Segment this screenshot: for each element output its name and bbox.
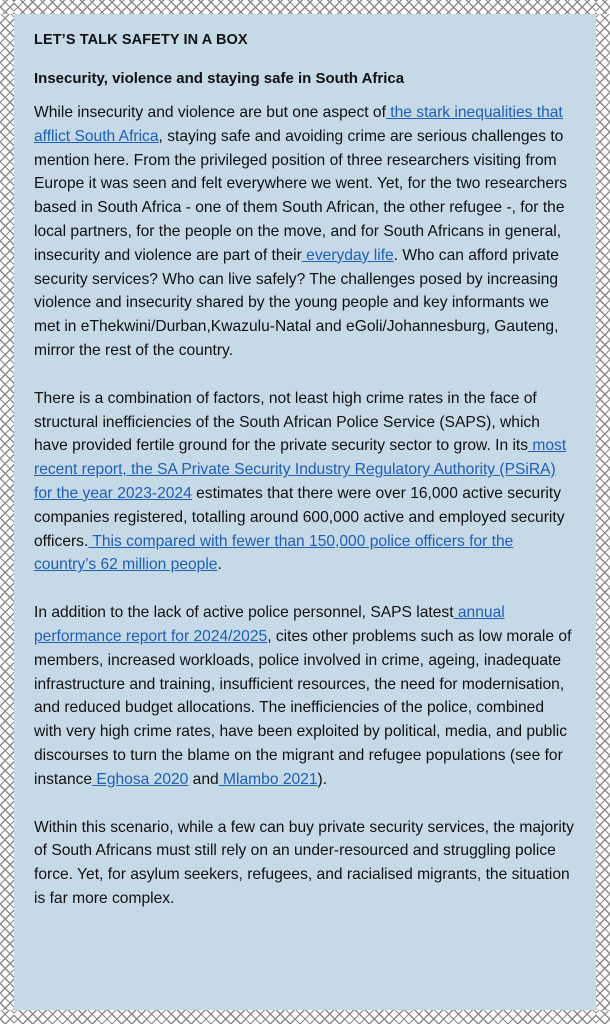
inline-link[interactable]: Mlambo 2021 [218, 770, 318, 788]
text-run: In addition to the lack of active police personnel, SAPS latest [34, 604, 454, 622]
text-run: , cites other problems such as low morale of members, increased workloads, police involved in crime, ageing, inadequate infrastructure and training, insufficient resources, the need for modernisation, and reduced budget allocations. The inefficiencies of the police, combined with very high crime rates, have been exploited by political, media, and public discourses to turn the blame on the migrant and refugee populations (see for instance [34, 627, 572, 788]
text-run: Within this scenario, while a few can buy private security services, the majority of South Africans must still rely on an under-resourced and struggling police force. Yet, for asylum seekers, refugees, and racialised migrants, the situation is far more complex. [34, 818, 574, 907]
text-run: , staying safe and avoiding crime are serious challenges to mention here. From the privileged position of three researchers visiting from Europe it was seen and felt everywhere we went. Yet, for the two researchers based in South Africa - one of them South African, the other refugee -, for the local partners, for the people on the move, and for South Africans in general, insecurity and violence are part of their [34, 127, 568, 264]
box-title: LET’S TALK SAFETY IN A BOX [34, 32, 248, 48]
inline-link[interactable]: This compared with fewer than 150,000 police officers for the country’s 62 million people [34, 532, 514, 574]
inline-link[interactable]: most recent report, the SA Private Security Industry Regulatory Authority (PSiRA) for the year 2023-2024 [34, 437, 567, 502]
text-run: While insecurity and violence are but one aspect of [34, 104, 386, 121]
text-run: and [188, 770, 219, 788]
box-subtitle: Insecurity, violence and staying safe in South Africa [34, 70, 405, 87]
text-run: estimates that there were over 16,000 active security companies registered, totalling around 600,000 active and employed security officers. [34, 484, 565, 550]
inline-link[interactable]: the stark inequalities that afflict South Africa [34, 104, 563, 145]
text-run: There is a combination of factors, not least high crime rates in the face of structural inefficiencies of the South African Police Service (SAPS), which have provided fertile ground for the private security sector to grow. In its [34, 389, 540, 455]
inline-link[interactable]: Eghosa 2020 [92, 770, 189, 788]
body-text [34, 101, 576, 911]
inline-link[interactable]: everyday life [301, 246, 394, 264]
text-run: . Who can afford private security services? Who can live safely? The challenges posed by increasing violence and insecurity shared by the young people and key informants we met in eThekwini/Durban,Kwazulu-Natal and eGoli/Johannesburg, Gauteng, mirror the rest of the country. [34, 246, 559, 359]
text-run: ). [317, 770, 328, 788]
safety-info-box [14, 14, 596, 1010]
inline-link[interactable]: annual performance report for 2024/2025 [34, 604, 505, 645]
text-run: . [217, 556, 222, 574]
paragraph [34, 101, 576, 363]
paragraph [34, 601, 576, 791]
paragraph [34, 816, 576, 911]
paragraph [34, 387, 576, 577]
